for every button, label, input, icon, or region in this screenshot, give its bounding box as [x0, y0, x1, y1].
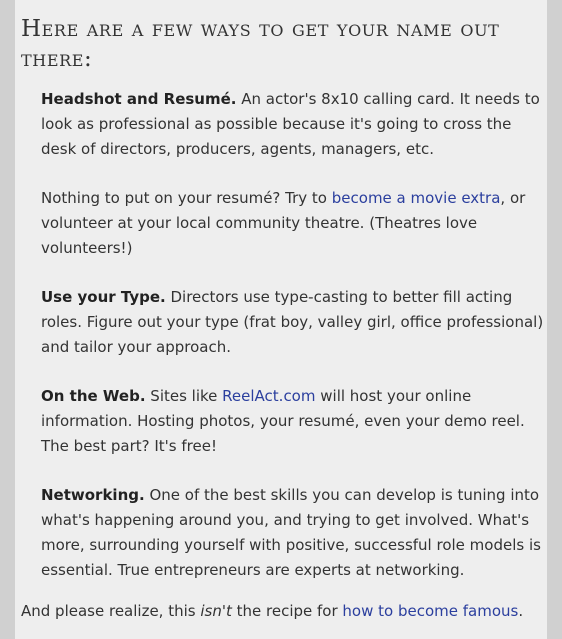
right-margin-strip	[547, 0, 562, 639]
content-panel	[15, 0, 547, 639]
become-famous-link[interactable]: how to become famous	[342, 602, 519, 620]
tip-web-after: will host your online information. Hosting photos, your resumé, even your demo reel. The best part? It's free!	[41, 387, 525, 455]
tip-headshot-title: Headshot and Resumé.	[41, 90, 237, 108]
left-margin-strip	[0, 0, 15, 639]
closing-before: And please realize, this	[21, 602, 201, 620]
closing-middle: the recipe for	[231, 602, 343, 620]
tip-resume-extra-before: Nothing to put on your resumé? Try to	[41, 189, 332, 207]
closing-emphasis: isn't	[200, 602, 232, 620]
closing-line	[21, 599, 541, 624]
reelact-link[interactable]: ReelAct.com	[222, 387, 316, 405]
closing-after: .	[518, 602, 524, 620]
section-heading: Here are a few ways to get your name out there:	[21, 16, 500, 72]
tip-networking-title: Networking.	[41, 486, 145, 504]
tip-type-text: Directors use type-casting to better fill acting roles. Figure out your type (frat boy, valley girl, office professional) and tailor your approach.	[41, 288, 544, 356]
tip-resume-extra-after: , or volunteer at your local community theatre. (Theatres love volunteers!)	[41, 189, 526, 257]
tips-list	[41, 87, 547, 607]
tip-networking-text: One of the best skills you can develop is tuning into what's happening around you, and trying to get involved. What's more, surrounding yourself with positive, successful role models is essential. True entrepreneurs are experts at networking.	[41, 486, 541, 579]
tip-web-before: Sites like	[145, 387, 223, 405]
tip-type	[41, 285, 547, 360]
tip-web	[41, 384, 547, 459]
tip-resume-extra	[41, 186, 547, 261]
tip-headshot	[41, 87, 547, 162]
tip-headshot-text: An actor's 8x10 calling card. It needs to look as professional as possible because it's going to cross the desk of directors, producers, agents, managers, etc.	[41, 90, 540, 158]
tip-web-title: On the Web.	[41, 387, 146, 405]
tip-networking	[41, 483, 547, 583]
movie-extra-link[interactable]: become a movie extra	[331, 189, 501, 207]
tip-type-title: Use your Type.	[41, 288, 166, 306]
